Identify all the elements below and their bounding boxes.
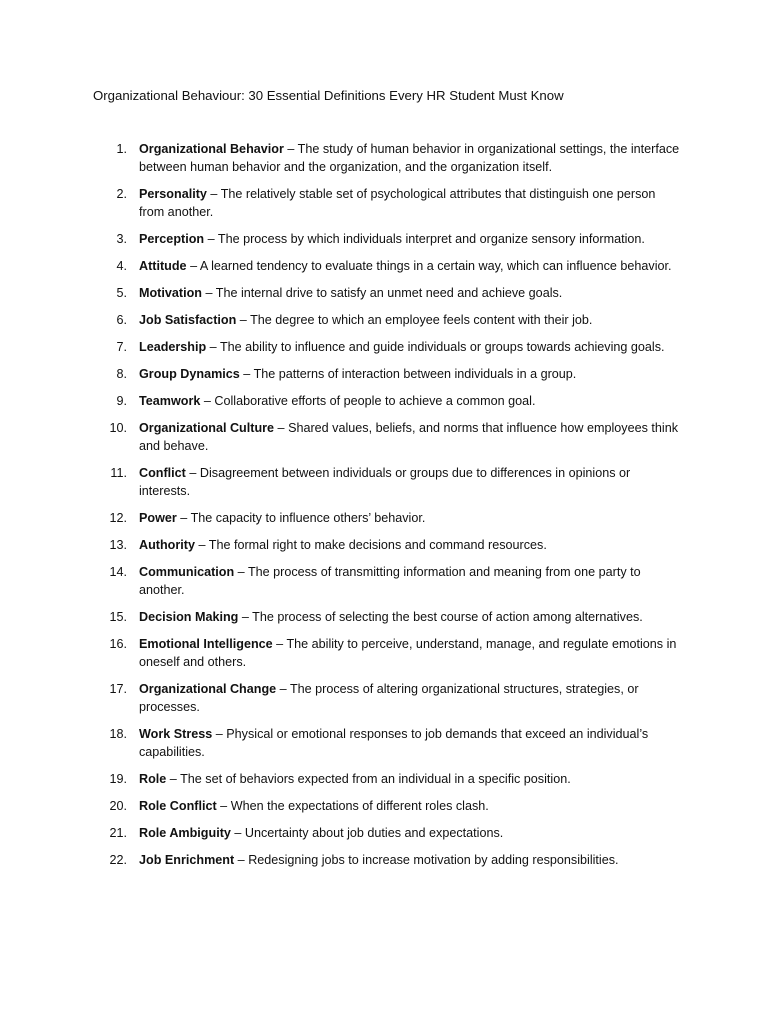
definition-term: Group Dynamics [139, 367, 240, 382]
definition-term: Teamwork [139, 394, 201, 409]
term-separator: – [276, 682, 290, 697]
term-separator: – [186, 258, 200, 273]
definition-term: Motivation [139, 285, 202, 300]
item-number: 16. [109, 637, 127, 652]
item-number: 9. [116, 394, 127, 409]
item-number: 2. [116, 186, 127, 201]
definition-item [93, 420, 683, 456]
definition-item [93, 681, 683, 717]
definition-text: A learned tendency to evaluate things in a certain way, which can influence behavior. [199, 258, 672, 273]
definition-term: Job Enrichment [139, 853, 235, 868]
definition-term: Authority [139, 538, 195, 553]
definition-text: Physical or emotional responses to job demands that exceed an individual’s capabilities. [139, 727, 649, 759]
item-number: 15. [109, 610, 127, 625]
definition-item [93, 312, 683, 330]
item-number: 18. [109, 727, 127, 742]
item-number: 8. [116, 367, 127, 382]
term-separator: – [204, 231, 218, 246]
definition-term: Personality [139, 186, 207, 201]
definition-text: The set of behaviors expected from an individual in a specific position. [180, 772, 571, 787]
term-separator: – [272, 637, 287, 652]
definition-term: Leadership [139, 340, 207, 355]
definition-item [93, 393, 683, 411]
definition-text: The process of transmitting information and meaning from one party to another. [139, 565, 641, 598]
definition-text: The ability to perceive, understand, manage, and regulate emotions in oneself and others. [139, 637, 677, 670]
term-separator: – [206, 186, 221, 201]
term-separator: – [236, 313, 251, 328]
item-number: 20. [109, 799, 127, 814]
definition-text: Redesigning jobs to increase motivation by adding responsibilities. [248, 853, 619, 868]
definition-term: Attitude [139, 258, 187, 273]
item-number: 1. [116, 142, 127, 156]
definition-text: The process of altering organizational structures, strategies, or processes. [139, 682, 639, 715]
definition-item [93, 636, 683, 672]
definition-item [93, 510, 683, 528]
item-number: 14. [109, 565, 127, 580]
definition-item [93, 258, 683, 276]
definition-text: The capacity to influence others’ behavior. [190, 511, 426, 526]
term-separator: – [239, 367, 254, 382]
definition-term: Work Stress [139, 727, 213, 742]
term-separator: – [200, 394, 215, 409]
item-number: 12. [109, 511, 127, 526]
definition-term: Decision Making [139, 610, 239, 625]
definition-term: Role Ambiguity [139, 826, 231, 841]
item-number: 22. [109, 853, 127, 868]
definition-term: Communication [139, 565, 235, 580]
definition-text: Disagreement between individuals or groups due to differences in opinions or interests. [139, 466, 631, 499]
term-separator: – [238, 610, 253, 625]
item-number: 17. [109, 682, 127, 697]
item-number: 3. [116, 231, 127, 246]
term-separator: – [274, 421, 289, 436]
definition-term: Perception [139, 231, 205, 246]
item-number: 5. [116, 285, 127, 300]
definition-text: The patterns of interaction between individuals in a group. [253, 367, 577, 382]
definition-item [93, 231, 683, 249]
definition-text: When the expectations of different roles clash. [230, 799, 489, 814]
definition-term: Conflict [139, 466, 186, 481]
definition-term: Organizational Behavior [139, 142, 284, 156]
page-title: Organizational Behaviour: 30 Essential Definitions Every HR Student Must Know [93, 88, 564, 103]
item-number: 13. [109, 538, 127, 553]
definition-text: The internal drive to satisfy an unmet need and achieve goals. [215, 285, 563, 300]
definition-item [93, 285, 683, 303]
definition-item [93, 825, 683, 843]
item-number: 21. [109, 826, 127, 841]
definition-text: The process by which individuals interpret and organize sensory information. [217, 231, 645, 246]
definition-text: The relatively stable set of psychological attributes that distinguish one person from another. [139, 186, 656, 219]
definition-term: Organizational Change [139, 682, 277, 697]
item-number: 4. [116, 258, 127, 273]
term-separator: – [216, 799, 231, 814]
definition-item [93, 609, 683, 627]
term-separator: – [212, 727, 227, 742]
definition-item [93, 726, 683, 762]
item-number: 6. [116, 313, 127, 328]
definition-item [93, 852, 683, 870]
definition-term: Role Conflict [139, 799, 217, 814]
definition-text: The ability to influence and guide individuals or groups towards achieving goals. [219, 340, 665, 355]
definition-text: Uncertainty about job duties and expectations. [244, 826, 504, 841]
term-separator: – [283, 142, 298, 156]
definition-term: Role [139, 772, 167, 787]
definition-text: Shared values, beliefs, and norms that influence how employees think and behave. [139, 421, 678, 454]
item-number: 19. [109, 772, 127, 787]
term-separator: – [201, 285, 216, 300]
item-number: 10. [109, 421, 127, 436]
term-separator: – [230, 826, 245, 841]
definition-text: The process of selecting the best course of action among alternatives. [252, 610, 643, 625]
item-number: 11. [110, 466, 127, 481]
definition-item [93, 537, 683, 555]
term-separator: – [185, 466, 200, 481]
term-separator: – [234, 853, 249, 868]
definition-item [93, 339, 683, 357]
definition-term: Organizational Culture [139, 421, 275, 436]
definition-item [93, 141, 683, 177]
term-separator: – [234, 565, 248, 580]
definition-item [93, 798, 683, 816]
definition-text: The formal right to make decisions and command resources. [208, 538, 547, 553]
item-number: 7. [116, 340, 127, 355]
term-separator: – [176, 511, 191, 526]
definition-term: Power [139, 511, 177, 526]
definition-term: Emotional Intelligence [139, 637, 273, 652]
definition-item [93, 186, 683, 222]
definition-item [93, 465, 683, 501]
term-separator: – [166, 772, 181, 787]
definition-term: Job Satisfaction [139, 313, 237, 328]
term-separator: – [194, 538, 209, 553]
definition-text: The study of human behavior in organizational settings, the interface between human behavior and the organization, and the organization itself. [139, 142, 680, 174]
definition-item [93, 564, 683, 600]
definition-list [93, 141, 683, 879]
definition-item [93, 771, 683, 789]
definition-item [93, 366, 683, 384]
definition-text: Collaborative efforts of people to achieve a common goal. [214, 394, 536, 409]
term-separator: – [206, 340, 220, 355]
definition-text: The degree to which an employee feels content with their job. [250, 313, 593, 328]
